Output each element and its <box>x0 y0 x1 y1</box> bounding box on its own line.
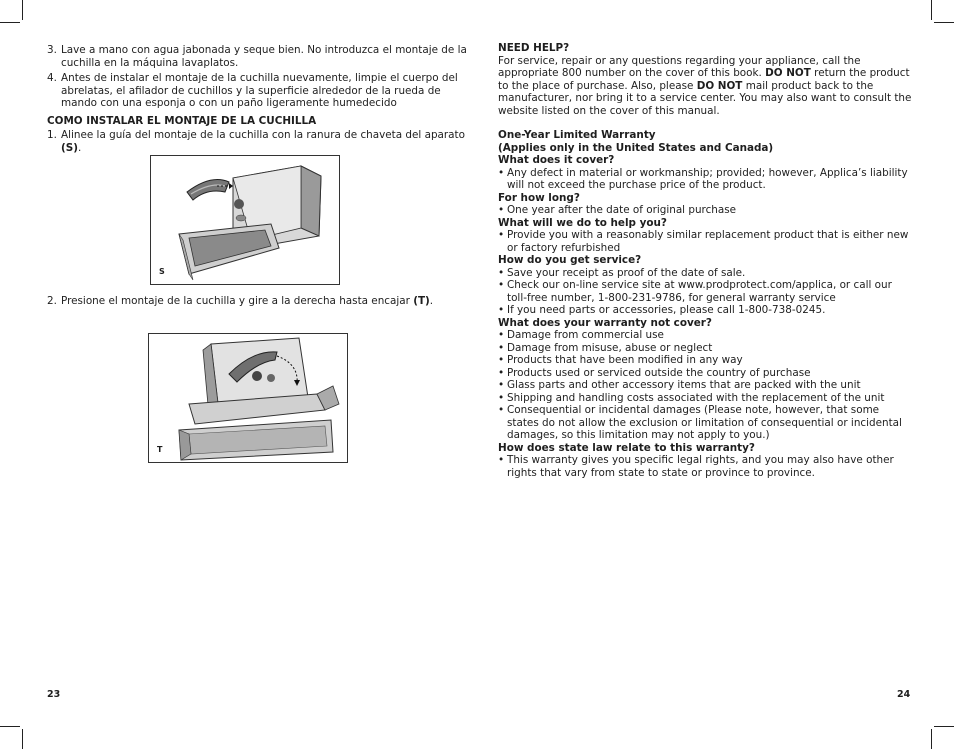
warranty-heading: One-Year Limited Warranty <box>498 129 656 141</box>
list-item: • Shipping and handling costs associated with the replacement of the unit <box>498 391 885 404</box>
step-end: . <box>429 295 434 307</box>
can-opener-illustration-s <box>151 156 339 284</box>
install-heading: COMO INSTALAR EL MONTAJE DE LA CUCHILLA <box>47 115 317 127</box>
figure-ref: (S) <box>61 141 78 154</box>
step-number: 4. <box>47 72 57 84</box>
figure-ref: (T) <box>413 295 430 307</box>
page-number: 23 <box>47 689 61 700</box>
question-help: What will we do to help you? <box>498 216 667 229</box>
step-3 <box>47 44 467 69</box>
question-service: How do you get service? <box>498 254 642 266</box>
step-end: . <box>77 141 82 154</box>
step-number: 3. <box>47 44 57 56</box>
step-text: Lave a mano con agua jabonada y seque bien. No introduzca el montaje de la cuchilla en la máquina lavaplatos. <box>61 44 467 69</box>
need-help-heading: NEED HELP? <box>498 42 570 54</box>
list-item: • This warranty gives you specific legal rights, and you may also have other rights that vary from state to state or province to province. <box>498 454 894 479</box>
step-4 <box>47 72 467 110</box>
figure-t <box>148 333 348 463</box>
list-item: • One year after the date of original purchase <box>498 204 737 216</box>
page-number: 24 <box>897 689 911 700</box>
list-item: • Check our on-line service site at www.prodprotect.com/applica, or call our toll-free number, 1-800-231-9786, for general warranty service <box>498 279 892 304</box>
warranty-subheading: (Applies only in the United States and Canada) <box>498 141 774 154</box>
list-item: • Products used or serviced outside the country of purchase <box>498 366 811 379</box>
list-item: • Consequential or incidental damages (Please note, however, that some states do not allow the exclusion or limitation of consequential or incidental damages, so this limitation may not apply to you.) <box>498 404 902 441</box>
list-item: • Provide you with a reasonably similar replacement product that is either new or factory refurbished <box>498 229 909 254</box>
install-step-2 <box>47 295 467 308</box>
list-item: • Products that have been modified in any way <box>498 354 743 366</box>
step-number: 2. <box>47 295 57 307</box>
figure-s <box>150 155 340 285</box>
list-item: • Glass parts and other accessory items that are packed with the unit <box>498 379 861 391</box>
step-text: Presione el montaje de la cuchilla y gire a la derecha hasta encajar <box>61 295 414 307</box>
list-item: • If you need parts or accessories, please call 1-800-738-0245. <box>498 304 826 316</box>
list-item: • Damage from commercial use <box>498 329 664 341</box>
right-page <box>477 0 954 749</box>
figure-label: T <box>157 444 163 454</box>
step-text: Antes de instalar el montaje de la cuchilla nuevamente, limpie el cuerpo del abrelatas, el afilador de cuchillos y la superficie alrededor de la rueda de mando con una esponja o con un paño ligeramente humedecido <box>61 72 458 109</box>
right-content <box>498 42 912 479</box>
list-item: • Save your receipt as proof of the date of sale. <box>498 266 746 279</box>
step-text: Alinee la guía del montaje de la cuchilla con la ranura de chaveta del aparato <box>61 129 465 141</box>
list-item: • Any defect in material or workmanship; provided; however, Applica’s liability will not exceed the purchase price of the product. <box>498 166 908 191</box>
list-item: • Damage from misuse, abuse or neglect <box>498 341 713 354</box>
install-step-1 <box>47 129 467 154</box>
question-cover: What does it cover? <box>498 154 615 166</box>
step-number: 1. <box>47 129 57 141</box>
need-help-paragraph: For service, repair or any questions regarding your appliance, call the appropriate 800 number on the cover of this book. DO NOT return the product to the place of purchase. Also, please DO NOT mail product back to the manufacturer, nor bring it to a service center. You may also want to consult the website listed on the cover of this manual. <box>498 54 912 117</box>
can-opener-illustration-t <box>149 334 347 462</box>
question-not-cover: What does your warranty not cover? <box>498 316 712 329</box>
figure-label: S <box>159 266 165 276</box>
steps-top <box>47 44 467 110</box>
question-how-long: For how long? <box>498 191 580 204</box>
question-state-law: How does state law relate to this warranty? <box>498 441 755 454</box>
